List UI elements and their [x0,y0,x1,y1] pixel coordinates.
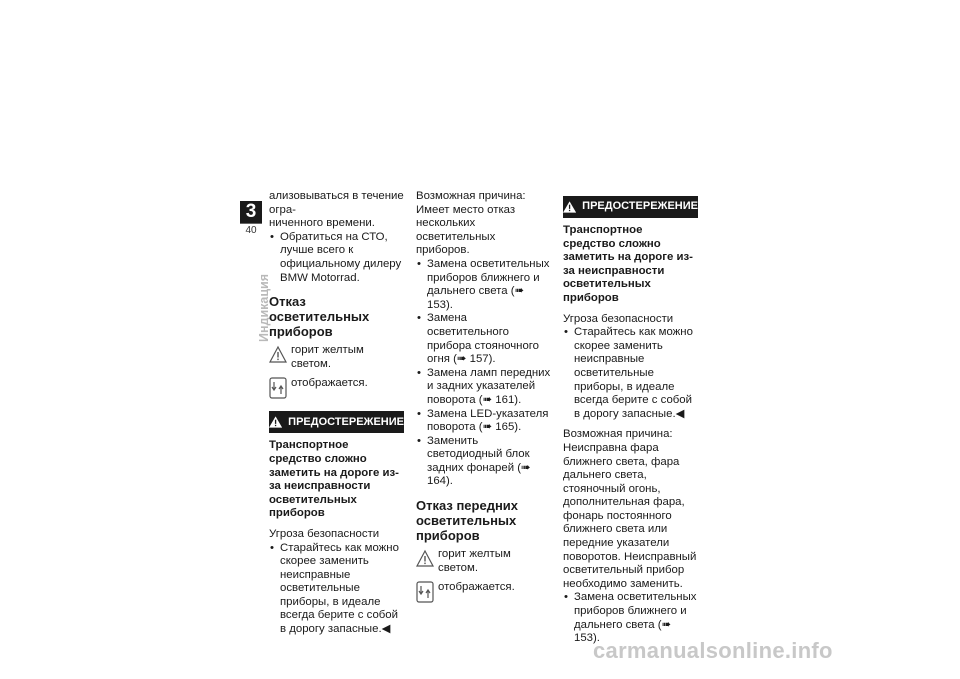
warning-banner [269,411,404,433]
warning-label: ПРЕДОСТЕРЕЖЕНИЕ [582,200,698,213]
column-1 [269,190,404,644]
column-3 [563,188,698,653]
indicator-text: горит желтым светом. [438,548,511,574]
list-item: • Замена LED-указателя поворота (➠ 165). [416,408,551,435]
warning-banner [563,196,698,218]
display-toggle-icon [269,377,287,399]
warning-triangle-icon [563,201,576,213]
cause-text: Неисправна фара ближнего света, фара дальнего света, стояночный огонь, дополнительная фара, фонарь постоянного ближнего света или передние указатели поворотов. Неисправный осветительный прибор необходимо заменить. [563,441,697,590]
warning-triangle-icon [269,416,282,428]
chapter-number: 3 [240,201,262,223]
bullet-list [269,231,404,285]
indicator-text: отображается. [291,377,368,390]
warning-title: Транспортное средство сложно заметить на дороге из-за неисправности осветительных приборов [269,439,399,520]
bullet-list [416,258,551,489]
list-item: • Замена ламп передних и задних указателей поворота (➠ 161). [416,367,551,408]
indicator-line [269,344,404,371]
list-item: • Замена осветительного прибора стояночного огня (➠ 157). [416,312,551,366]
continued-line: ализовываться в течение огра- [269,190,404,216]
column-2 [416,190,551,611]
warning-label: ПРЕДОСТЕРЕЖЕНИЕ [288,415,404,428]
watermark: carmanualsonline.info [593,638,833,663]
bullet-list [563,326,698,421]
indicator-line [416,548,551,575]
list-item: • Замена осветительных приборов ближнего и дальнего света (➠ 153). [563,591,698,645]
section-heading: Отказ осветительных приборов [269,294,370,340]
indicator-text: горит желтым светом. [291,344,364,370]
warning-triangle-icon [416,548,434,570]
cause-label: Возможная причина: [563,428,673,441]
list-item: • Заменить светодиодный блок задних фонарей (➠ 164). [416,435,551,489]
indicator-line [416,581,551,605]
cause-text: Имеет место отказ нескольких осветительных приборов. [416,203,516,257]
chapter-title: Индикация [257,273,271,342]
cause-label: Возможная причина: [416,190,526,202]
section-heading: Отказ передних осветительных приборов [416,498,519,544]
warning-triangle-icon [269,344,287,366]
page-number: 40 [240,223,262,238]
hazard-text: Угроза безопасности [269,527,380,540]
list-item: • Обратиться на СТО, лучше всего к официальному дилеру BMW Motorrad. [269,231,404,285]
warning-title: Транспортное средство сложно заметить на дороге из-за неисправности осветительных приборов [563,224,693,304]
list-item: • Замена осветительных приборов ближнего и дальнего света (➠ 153). [416,258,551,312]
list-item: • Старайтесь как можно скорее заменить неисправные осветительные приборы, в идеале всегда берите с собой в дорогу запасные.◀ [269,542,404,637]
indicator-text: отображается. [438,581,515,594]
hazard-text: Угроза безопасности [563,312,674,325]
display-toggle-icon [416,581,434,603]
continued-line: ниченного времени. [269,217,375,230]
bullet-list [269,542,404,637]
indicator-line [269,377,404,401]
list-item: • Старайтесь как можно скорее заменить неисправные осветительные приборы, в идеале всегда берите с собой в дорогу запасные.◀ [563,326,698,421]
